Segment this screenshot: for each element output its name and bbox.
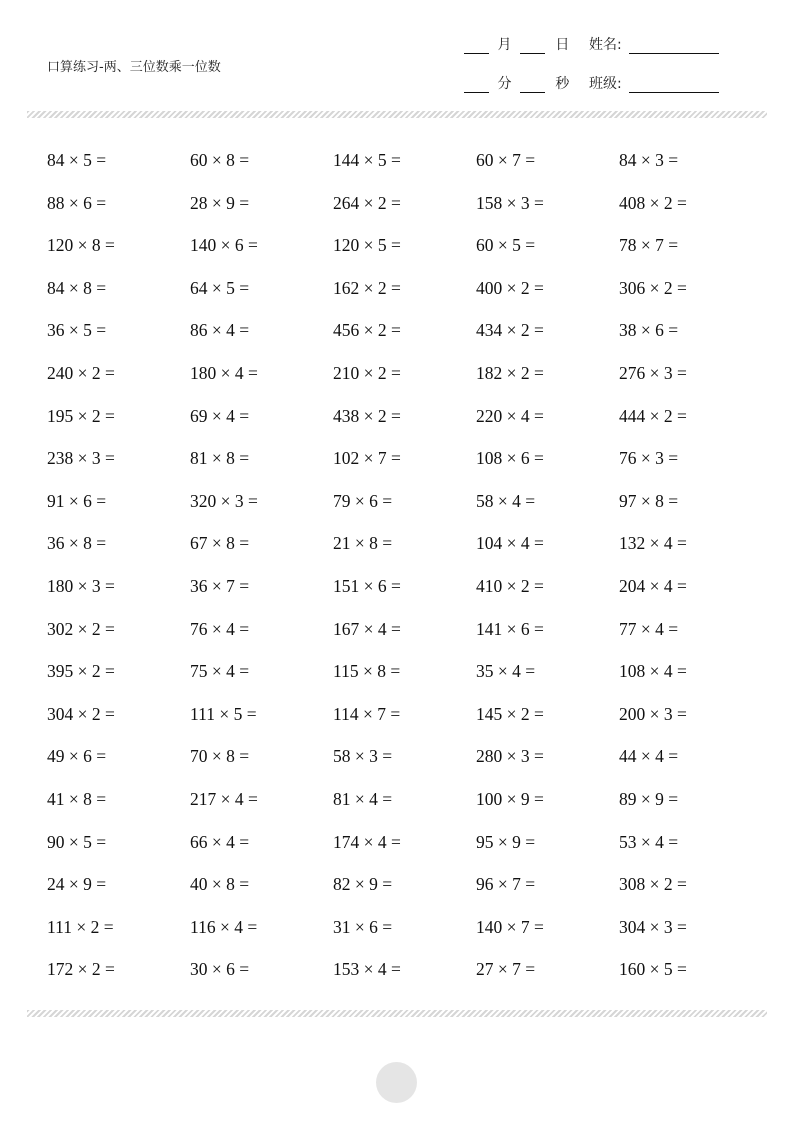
minute-blank[interactable]	[464, 78, 489, 93]
day-blank[interactable]	[520, 39, 545, 54]
problem-item: 456 × 2 =	[333, 320, 401, 341]
day-label: 日	[555, 37, 570, 53]
problem-item: 162 × 2 =	[333, 277, 401, 298]
problem-item: 180 × 4 =	[190, 363, 258, 383]
problem-item: 115 × 8 =	[333, 661, 401, 682]
problem-item: 114 × 7 =	[333, 703, 401, 724]
problem-item: 276 × 3 =	[619, 363, 687, 383]
problem-item: 158 × 3 =	[476, 192, 544, 213]
name-field[interactable]	[629, 39, 719, 54]
problem-item: 238 × 3 =	[47, 448, 115, 469]
bottom-divider	[27, 1010, 767, 1017]
problem-item: 24 × 9 =	[47, 874, 107, 895]
problem-item: 304 × 3 =	[619, 916, 687, 937]
problem-item: 84 × 8 =	[47, 277, 107, 298]
page-indicator	[376, 1062, 417, 1103]
problem-item: 172 × 2 =	[47, 959, 115, 980]
problem-item: 153 × 4 =	[333, 959, 401, 980]
problem-item: 58 × 3 =	[333, 746, 393, 767]
problem-item: 58 × 4 =	[476, 490, 536, 511]
problem-item: 96 × 7 =	[476, 874, 536, 895]
problem-item: 88 × 6 =	[47, 192, 107, 213]
problem-item: 217 × 4 =	[190, 789, 258, 809]
problem-item: 77 × 4 =	[619, 618, 679, 639]
problem-item: 145 × 2 =	[476, 703, 544, 724]
problem-item: 81 × 4 =	[333, 789, 393, 809]
problem-item: 44 × 4 =	[619, 746, 679, 767]
problem-item: 104 × 4 =	[476, 533, 544, 554]
month-blank[interactable]	[464, 39, 489, 54]
problem-item: 111 × 5 =	[190, 703, 257, 724]
problem-item: 408 × 2 =	[619, 192, 687, 213]
problem-item: 302 × 2 =	[47, 618, 115, 639]
problem-item: 182 × 2 =	[476, 363, 544, 383]
problem-item: 434 × 2 =	[476, 320, 544, 341]
problem-item: 140 × 6 =	[190, 235, 258, 256]
problem-item: 410 × 2 =	[476, 576, 544, 596]
problem-item: 116 × 4 =	[190, 916, 258, 937]
problem-item: 200 × 3 =	[619, 703, 687, 724]
problem-item: 30 × 6 =	[190, 959, 250, 980]
problem-item: 60 × 7 =	[476, 150, 536, 170]
problem-item: 180 × 3 =	[47, 576, 115, 596]
problem-item: 89 × 9 =	[619, 789, 679, 809]
problem-item: 28 × 9 =	[190, 192, 250, 213]
page-title: 口算练习-两、三位数乘一位数	[47, 60, 221, 75]
problem-item: 444 × 2 =	[619, 405, 687, 426]
month-label: 月	[497, 37, 512, 53]
problem-item: 70 × 8 =	[190, 746, 250, 767]
problem-item: 67 × 8 =	[190, 533, 250, 554]
problem-item: 111 × 2 =	[47, 916, 114, 937]
problem-item: 38 × 6 =	[619, 320, 679, 341]
problem-item: 75 × 4 =	[190, 661, 250, 682]
date-line	[464, 34, 569, 54]
name-label: 姓名:	[589, 37, 622, 53]
problem-item: 64 × 5 =	[190, 277, 250, 298]
problem-item: 21 × 8 =	[333, 533, 393, 554]
problem-item: 320 × 3 =	[190, 490, 258, 511]
problem-item: 84 × 5 =	[47, 150, 107, 170]
problem-item: 438 × 2 =	[333, 405, 401, 426]
problem-item: 120 × 8 =	[47, 235, 115, 256]
name-line	[589, 34, 719, 54]
problem-item: 174 × 4 =	[333, 831, 401, 852]
problem-item: 120 × 5 =	[333, 235, 401, 256]
problem-item: 53 × 4 =	[619, 831, 679, 852]
problem-item: 240 × 2 =	[47, 363, 115, 383]
problem-item: 308 × 2 =	[619, 874, 687, 895]
problem-item: 144 × 5 =	[333, 150, 401, 170]
problem-item: 264 × 2 =	[333, 192, 401, 213]
problem-item: 210 × 2 =	[333, 363, 401, 383]
problem-item: 132 × 4 =	[619, 533, 687, 554]
problem-item: 36 × 7 =	[190, 576, 250, 596]
problem-item: 27 × 7 =	[476, 959, 536, 980]
problem-item: 204 × 4 =	[619, 576, 687, 596]
problem-item: 97 × 8 =	[619, 490, 679, 511]
problem-item: 195 × 2 =	[47, 405, 115, 426]
problem-item: 102 × 7 =	[333, 448, 401, 469]
problem-item: 100 × 9 =	[476, 789, 544, 809]
top-divider	[27, 111, 767, 118]
problem-item: 60 × 5 =	[476, 235, 536, 256]
problem-item: 76 × 4 =	[190, 618, 250, 639]
problem-item: 41 × 8 =	[47, 789, 107, 809]
problem-item: 79 × 6 =	[333, 490, 393, 511]
problem-item: 49 × 6 =	[47, 746, 107, 767]
problem-item: 40 × 8 =	[190, 874, 250, 895]
problem-item: 81 × 8 =	[190, 448, 250, 469]
problem-item: 86 × 4 =	[190, 320, 250, 341]
second-label: 秒	[555, 76, 570, 92]
problem-item: 91 × 6 =	[47, 490, 107, 511]
problem-item: 167 × 4 =	[333, 618, 401, 639]
problem-item: 35 × 4 =	[476, 661, 536, 682]
problem-item: 280 × 3 =	[476, 746, 544, 767]
problem-item: 66 × 4 =	[190, 831, 250, 852]
time-line	[464, 73, 569, 93]
minute-label: 分	[497, 76, 512, 92]
second-blank[interactable]	[520, 78, 545, 93]
problem-item: 84 × 3 =	[619, 150, 679, 170]
problem-item: 76 × 3 =	[619, 448, 679, 469]
class-label: 班级:	[589, 76, 622, 92]
problem-item: 69 × 4 =	[190, 405, 250, 426]
problem-item: 95 × 9 =	[476, 831, 536, 852]
problem-item: 108 × 4 =	[619, 661, 687, 682]
class-field[interactable]	[629, 78, 719, 93]
problem-item: 78 × 7 =	[619, 235, 679, 256]
problem-item: 304 × 2 =	[47, 703, 115, 724]
problem-item: 220 × 4 =	[476, 405, 544, 426]
problem-item: 108 × 6 =	[476, 448, 544, 469]
problem-item: 140 × 7 =	[476, 916, 544, 937]
problem-item: 141 × 6 =	[476, 618, 544, 639]
problem-item: 306 × 2 =	[619, 277, 687, 298]
problem-item: 82 × 9 =	[333, 874, 393, 895]
problem-item: 60 × 8 =	[190, 150, 250, 170]
problem-item: 151 × 6 =	[333, 576, 401, 596]
problem-item: 36 × 8 =	[47, 533, 107, 554]
problem-item: 36 × 5 =	[47, 320, 107, 341]
problem-item: 90 × 5 =	[47, 831, 107, 852]
class-line	[589, 73, 719, 93]
problem-item: 400 × 2 =	[476, 277, 544, 298]
problem-item: 395 × 2 =	[47, 661, 115, 682]
problem-item: 160 × 5 =	[619, 959, 687, 980]
problem-item: 31 × 6 =	[333, 916, 393, 937]
